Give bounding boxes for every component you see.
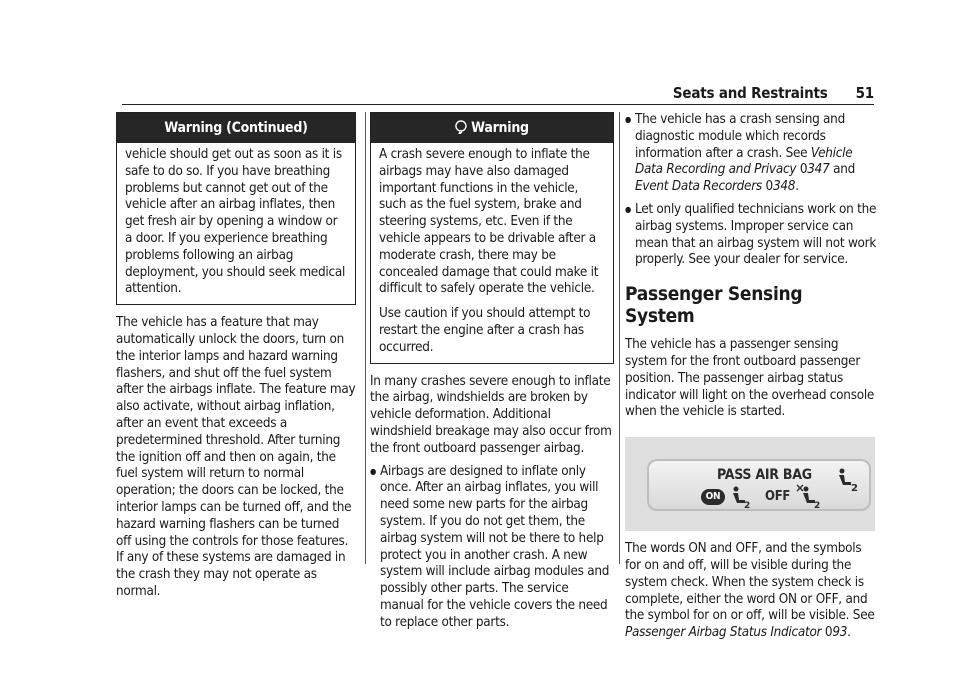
warning-text: A crash severe enough to inflate the airbags may have also damaged important functions in the vehicle, such as the fuel system, brake and steering systems, etc. Even if the vehicle appears to be drivable after a moderate crash, there may be concealed damage that could make it difficult to safely operate the vehicle. (379, 147, 599, 297)
column-3 (625, 112, 877, 642)
warning-title: Warning (Continued) (117, 113, 355, 143)
svg-text:2: 2 (851, 483, 858, 494)
page-ref[interactable]: 93 (832, 625, 848, 641)
indicator-panel (647, 459, 871, 511)
warning-title: Warning (471, 120, 529, 136)
column-divider (365, 112, 366, 564)
cross-reference-link[interactable]: Event Data Recorders (635, 179, 762, 195)
on-label: ON (701, 489, 725, 505)
ref-arrow-icon: 0 (765, 179, 773, 195)
page-ref[interactable]: 347 (807, 162, 830, 178)
passenger-seat-icon (833, 467, 859, 493)
warning-box (370, 112, 614, 364)
column-2 (370, 112, 614, 632)
off-label: OFF (765, 489, 791, 505)
page-ref[interactable]: 348 (772, 179, 796, 195)
seat-on-icon (729, 485, 753, 509)
body-paragraph: The vehicle has a feature that may automatically unlock the doors, turn on the interior lamps and hazard warning flashers, and shut off the fuel system after the airbags inflate. The feature may also activate, without airbag inflation, after an event that exceeds a predetermined threshold. After turning the ignition off and then on again, the fuel system will return to normal operation; the doors can be locked, the interior lamps can be turned off, and the hazard warning flashers can be turned off using the controls for those features. If any of these systems are damaged in the crash they may not operate as normal. (116, 315, 356, 599)
cross-reference-link[interactable]: Passenger Airbag Status Indicator (625, 625, 822, 641)
page-number: 51 (855, 84, 874, 102)
header-rule (122, 104, 874, 105)
column-divider (619, 112, 620, 564)
ref-arrow-icon: 0 (824, 625, 833, 641)
bullet-item: ● Let only qualified technicians work on the airbag systems. Improper service can mean that an airbag system will not work properly. See your dealer for service. (625, 202, 877, 269)
body-paragraph: In many crashes severe enough to inflate the airbag, windshields are broken by vehicle deformation. Additional windshield breakage may also occur from the front outboard passenger airbag. (370, 373, 612, 456)
column-1 (116, 112, 356, 601)
warning-box-continued (116, 112, 356, 305)
bullet-text: and (829, 162, 855, 178)
body-paragraph: The vehicle has a passenger sensing system for the front outboard passenger position. The passenger airbag status indicator will light on the overhead console when the vehicle is started. (625, 337, 875, 420)
bullet-text: The vehicle has a crash sensing and diagnostic module which records information after a crash. See (635, 112, 845, 161)
section-title: Seats and Restraints (672, 84, 828, 102)
svg-text:2: 2 (814, 501, 821, 510)
paragraph-text: The words ON and OFF, and the symbols for on and off, will be visible during the system check. When the system check is complete, either the word ON or OFF, and the symbol for on or off, will be visible. See (625, 541, 875, 624)
body-paragraph: The words ON and OFF, and the symbols for on and off, will be visible during the system check. When the system check is complete, either the word ON or OFF, and the symbol for on or off, will be visible. See Passenger Airbag Status Indicator 093. (625, 541, 875, 641)
svg-text:2: 2 (744, 501, 751, 510)
section-heading: Passenger Sensing System (625, 283, 803, 328)
bullet-item: ● The vehicle has a crash sensing and diagnostic module which records information after a crash. See Vehicle Data Recording and Privacy 0347 and Event Data Recorders 0348. (625, 112, 877, 196)
seat-off-icon (795, 483, 821, 509)
bullet-item: ● Airbags are designed to inflate only once. After an airbag inflates, you will need some new parts for the airbag system. If you do not get them, the airbag system will not be there to help protect you in another crash. A new system will include airbag modules and possibly other parts. The service manual for the vehicle covers the need to replace other parts. (370, 464, 614, 632)
airbag-indicator-figure (625, 437, 875, 531)
warning-text: Use caution if you should attempt to restart the engine after a crash has occurred. (379, 306, 591, 355)
page-header (122, 84, 874, 104)
cross-reference-link[interactable]: Vehicle Data Recording and Privacy (635, 145, 853, 178)
ref-arrow-icon: 0 (799, 162, 808, 178)
warning-icon (455, 120, 467, 134)
indicator-title: PASS AIR BAG (717, 467, 812, 484)
warning-header (371, 113, 613, 143)
warning-text: vehicle should get out as soon as it is safe to do so. If you have breathing problems but cannot get out of the vehicle after an airbag inflates, then get fresh air by opening a window or a door. If you experience breathing problems following an airbag deployment, you should seek medical attention. (125, 147, 346, 297)
